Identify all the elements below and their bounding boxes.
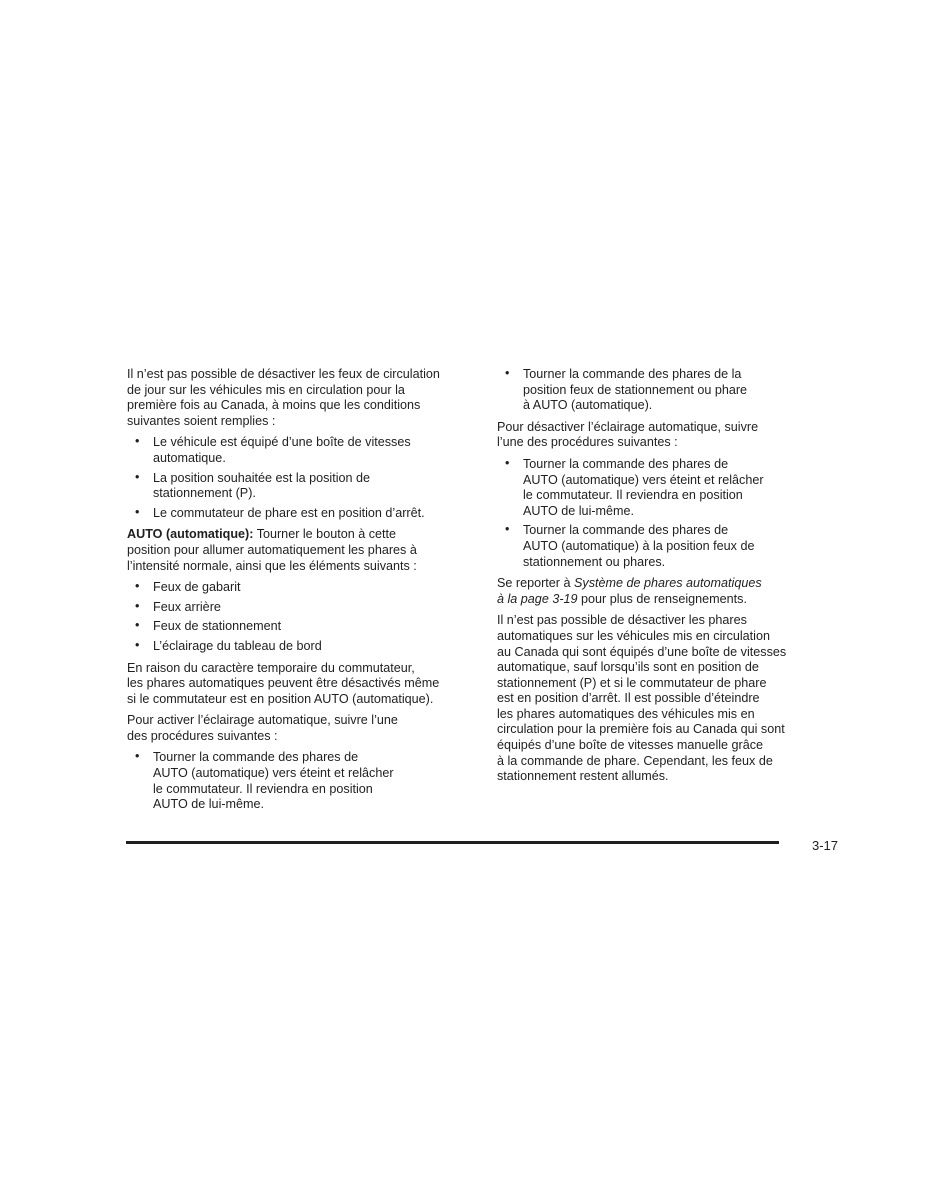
activate-procedure-list-continued	[497, 367, 827, 414]
conditions-list	[127, 435, 477, 521]
auto-paragraph	[127, 527, 477, 574]
list-item: • Le véhicule est équipé d’une boîte de vitesses automatique.	[127, 435, 477, 466]
list-item: • Tourner la commande des phares de la position feux de stationnement ou phare à AUTO (automatique).	[497, 367, 827, 414]
list-item: • Le commutateur de phare est en position d’arrêt.	[127, 506, 477, 522]
intro-paragraph: Il n’est pas possible de désactiver les feux de circulation de jour sur les véhicules mis en circulation pour la première fois au Canada, à moins que les conditions suivantes soient remplies :	[127, 367, 440, 428]
activate-procedure-list	[127, 750, 477, 812]
activate-paragraph: Pour activer l’éclairage automatique, suivre l’une des procédures suivantes :	[127, 713, 398, 743]
list-item: • La position souhaitée est la position de stationnement (P).	[127, 471, 477, 502]
list-item: • Tourner la commande des phares de AUTO (automatique) vers éteint et relâcher le commutateur. Il reviendra en position AUTO de lui-même.	[497, 457, 827, 519]
temporary-switch-paragraph: En raison du caractère temporaire du commutateur, les phares automatiques peuvent être désactivés même si le commutateur est en position AUTO (automatique).	[127, 660, 440, 706]
list-item: • Feux de stationnement	[127, 619, 477, 635]
cross-reference-link: Système de phares automatiques à la page 3-19	[497, 576, 762, 606]
reference-suffix: pour plus de renseignements.	[577, 591, 747, 606]
auto-label: AUTO (automatique):	[127, 527, 254, 542]
list-item: • Feux arrière	[127, 600, 477, 616]
footer-rule	[126, 841, 779, 844]
list-item: • Tourner la commande des phares de AUTO (automatique) à la position feux de stationnement ou phares.	[497, 523, 827, 570]
list-item: • Tourner la commande des phares de AUTO (automatique) vers éteint et relâcher le commutateur. Il reviendra en position AUTO de lui-même.	[127, 750, 477, 812]
reference-paragraph	[497, 576, 827, 607]
right-column	[497, 367, 827, 791]
reference-prefix: Se reporter à	[497, 576, 575, 591]
list-item: • Feux de gabarit	[127, 580, 477, 596]
canada-paragraph: Il n’est pas possible de désactiver les phares automatiques sur les véhicules mis en circulation au Canada qui sont équipés d’une boîte de vitesses automatique, sauf lorsqu’ils sont en position de stationnement (P) et si le commutateur de phare est en position d’arrêt. Il est possible d’éteindre les phares automatiques des véhicules mis en circulation pour la première fois au Canada qui sont équipés d’une boîte de vitesses manuelle grâce à la commande de phare. Cependant, les feux de stationnement restent allumés.	[497, 613, 787, 784]
auto-text: Tourner le bouton à cette position pour allumer automatiquement les phares à l’intensité normale, ainsi que les éléments suivants :	[127, 527, 417, 573]
deactivate-procedure-list	[497, 457, 827, 570]
list-item: • L’éclairage du tableau de bord	[127, 639, 477, 655]
elements-list	[127, 580, 477, 654]
left-column	[127, 367, 477, 819]
page-number: 3-17	[812, 838, 839, 853]
deactivate-paragraph: Pour désactiver l’éclairage automatique, suivre l’une des procédures suivantes :	[497, 419, 759, 450]
